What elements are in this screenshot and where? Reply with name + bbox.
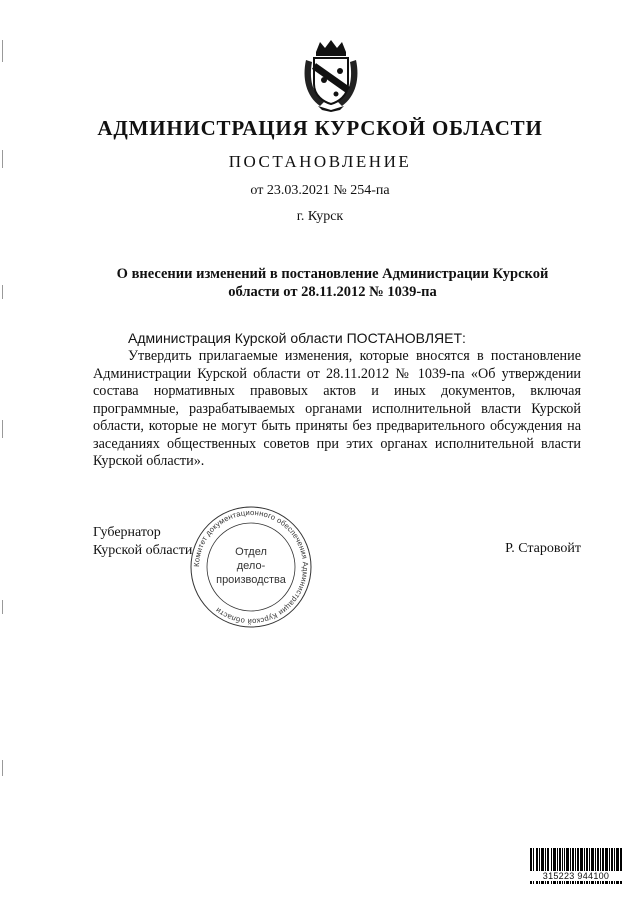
signatory-title-line: Курской области: [93, 542, 193, 558]
margin-mark: [2, 760, 3, 776]
stamp-center-line: производства: [216, 574, 286, 586]
organization-title: АДМИНИСТРАЦИЯ КУРСКОЙ ОБЛАСТИ: [97, 116, 543, 140]
document-place: г. Курск: [296, 209, 344, 224]
stamp-center-line: Отдел: [235, 546, 267, 558]
barcode-number: 315223 944100: [530, 871, 622, 881]
decree-line: Администрация Курской области ПОСТАНОВЛЯЕТ:: [128, 330, 466, 346]
margin-mark: [2, 285, 3, 299]
margin-mark: [2, 600, 3, 614]
body-paragraph: Утвердить прилагаемые изменения, которые вносятся в постановление Администрации Курской области от 28.11.2012 № 1039-па «Об утверждении состава нормативных правовых актов и иных документов, включая программные, разрабатываемых органами исполнительной власти Курской области, которые не могут быть приняты без предварительного обсуждения на заседаниях общественных советов при этих органах исполнительной власти Курской области».: [93, 348, 581, 469]
signatory-title-line: Губернатор: [93, 525, 161, 540]
margin-mark: [2, 40, 3, 62]
stamp-center-line: дело-: [236, 560, 266, 572]
document-subject: О внесении изменений в постановление Администрации Курской области от 28.11.2012 № 1039-па: [116, 266, 549, 300]
stamp-ring-text: Комитет документационного обеспечения Администрации Курской области: [191, 507, 311, 627]
document-type: ПОСТАНОВЛЕНИЕ: [228, 152, 412, 171]
office-stamp: [186, 505, 316, 629]
signatory-title: [93, 524, 192, 559]
document-date-number: от 23.03.2021 № 254-па: [250, 183, 390, 198]
coat-of-arms-icon: [300, 38, 362, 112]
signatory-name: Р. Старовойт: [505, 541, 581, 556]
margin-mark: [2, 420, 3, 438]
